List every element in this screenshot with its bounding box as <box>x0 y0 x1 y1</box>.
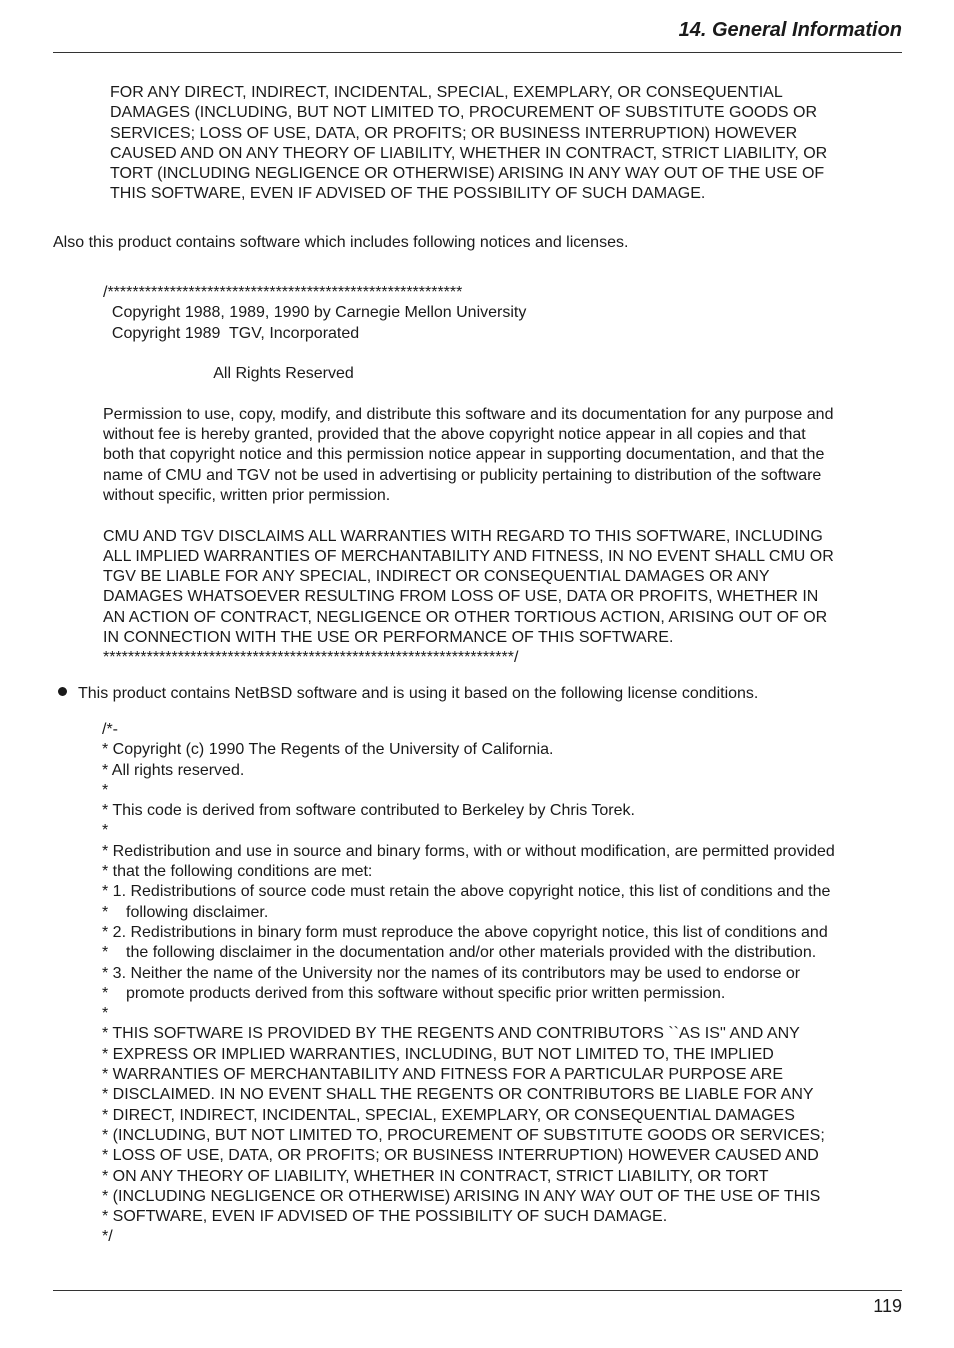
text-line: /********************************************************* <box>103 284 463 301</box>
text-line: DAMAGES (INCLUDING, BUT NOT LIMITED TO, PROCUREMENT OF SUBSTITUTE GOODS OR <box>110 104 818 122</box>
intro-paragraph: Also this product contains software which includes following notices and licenses. <box>53 234 629 251</box>
text-line: * (INCLUDING, BUT NOT LIMITED TO, PROCUREMENT OF SUBSTITUTE GOODS OR SERVICES; <box>102 1126 825 1144</box>
text-line: without specific, written prior permission. <box>103 486 391 504</box>
bullet-icon <box>58 687 67 696</box>
section-title: 14. General Information <box>678 19 902 41</box>
text-line: * SOFTWARE, EVEN IF ADVISED OF THE POSSIBILITY OF SUCH DAMAGE. <box>102 1208 668 1226</box>
cmu-license-block <box>103 283 834 669</box>
text-line: * <box>102 1005 109 1023</box>
text-line: * <box>102 781 109 799</box>
text-line: * Redistribution and use in source and binary forms, with or without modification, are permitted provided <box>102 842 835 860</box>
footer-divider <box>53 1290 902 1291</box>
text-line: */ <box>102 1228 113 1246</box>
text-line: ******************************************************************/ <box>103 649 519 667</box>
text-line: * ON ANY THEORY OF LIABILITY, WHETHER IN CONTRACT, STRICT LIABILITY, OR TORT <box>102 1167 769 1185</box>
text-line: * <box>102 822 109 840</box>
text-line: both that copyright notice and this permission notice appear in supporting documentation, and that the <box>103 446 825 464</box>
text-line: * following disclaimer. <box>102 903 269 921</box>
text-line: IN CONNECTION WITH THE USE OR PERFORMANCE OF THIS SOFTWARE. <box>103 629 674 647</box>
netbsd-bullet-text: This product contains NetBSD software and is using it based on the following license conditions. <box>78 685 759 702</box>
text-line: DAMAGES WHATSOEVER RESULTING FROM LOSS OF USE, DATA OR PROFITS, WHETHER IN <box>103 588 819 606</box>
text-line: * LOSS OF USE, DATA, OR PROFITS; OR BUSINESS INTERRUPTION) HOWEVER CAUSED AND <box>102 1147 819 1165</box>
text-line: * THIS SOFTWARE IS PROVIDED BY THE REGENTS AND CONTRIBUTORS ``AS IS'' AND ANY <box>102 1025 800 1043</box>
text-line: * All rights reserved. <box>102 761 245 779</box>
text-line: * DISCLAIMED. IN NO EVENT SHALL THE REGENTS OR CONTRIBUTORS BE LIABLE FOR ANY <box>102 1086 814 1104</box>
text-line: * 3. Neither the name of the University nor the names of its contributors may be used to endorse or <box>102 964 801 982</box>
text-line: name of CMU and TGV not be used in advertising or publicity pertaining to distribution of the software <box>103 466 822 484</box>
text-line <box>103 384 834 404</box>
text-line: TGV BE LIABLE FOR ANY SPECIAL, INDIRECT OR CONSEQUENTIAL DAMAGES OR ANY <box>103 568 770 586</box>
text-line: * that the following conditions are met: <box>102 863 373 881</box>
text-line: * 2. Redistributions in binary form must reproduce the above copyright notice, this list of conditions and <box>102 923 828 941</box>
text-line: * promote products derived from this software without specific prior written permission. <box>102 984 726 1002</box>
text-line: TORT (INCLUDING NEGLIGENCE OR OTHERWISE) ARISING IN ANY WAY OUT OF THE USE OF <box>110 165 825 183</box>
text-line: All Rights Reserved <box>103 365 354 383</box>
text-line: * the following disclaimer in the documentation and/or other materials provided with the distribution. <box>102 944 817 962</box>
text-line: * DIRECT, INDIRECT, INCIDENTAL, SPECIAL, EXEMPLARY, OR CONSEQUENTIAL DAMAGES <box>102 1106 795 1124</box>
text-line: * 1. Redistributions of source code must retain the above copyright notice, this list of conditions and the <box>102 883 831 901</box>
text-line: * WARRANTIES OF MERCHANTABILITY AND FITNESS FOR A PARTICULAR PURPOSE ARE <box>102 1066 784 1084</box>
text-line: Copyright 1989 TGV, Incorporated <box>103 324 360 342</box>
page-number: 119 <box>873 1296 902 1316</box>
text-line: SERVICES; LOSS OF USE, DATA, OR PROFITS; OR BUSINESS INTERRUPTION) HOWEVER <box>110 124 798 142</box>
text-line: * EXPRESS OR IMPLIED WARRANTIES, INCLUDING, BUT NOT LIMITED TO, THE IMPLIED <box>102 1045 774 1063</box>
text-line <box>103 344 834 364</box>
text-line <box>103 506 834 526</box>
text-line: FOR ANY DIRECT, INDIRECT, INCIDENTAL, SPECIAL, EXEMPLARY, OR CONSEQUENTIAL <box>110 84 783 101</box>
text-line: CAUSED AND ON ANY THEORY OF LIABILITY, WHETHER IN CONTRACT, STRICT LIABILITY, OR <box>110 144 828 162</box>
text-line: Copyright 1988, 1989, 1990 by Carnegie Mellon University <box>103 304 527 322</box>
text-line: CMU AND TGV DISCLAIMS ALL WARRANTIES WITH REGARD TO THIS SOFTWARE, INCLUDING <box>103 527 823 545</box>
header-divider <box>53 52 902 53</box>
text-line: Permission to use, copy, modify, and distribute this software and its documentation for any purpose and <box>103 405 834 423</box>
disclaimer-block <box>110 83 827 205</box>
text-line: * This code is derived from software contributed to Berkeley by Chris Torek. <box>102 802 635 820</box>
text-line: /*- <box>102 721 118 738</box>
text-line: without fee is hereby granted, provided that the above copyright notice appear in all copies and that <box>103 426 806 444</box>
text-line: ALL IMPLIED WARRANTIES OF MERCHANTABILITY AND FITNESS, IN NO EVENT SHALL CMU OR <box>103 547 834 565</box>
text-line: * (INCLUDING NEGLIGENCE OR OTHERWISE) ARISING IN ANY WAY OUT OF THE USE OF THIS <box>102 1187 821 1205</box>
text-line: THIS SOFTWARE, EVEN IF ADVISED OF THE POSSIBILITY OF SUCH DAMAGE. <box>110 185 706 203</box>
text-line: AN ACTION OF CONTRACT, NEGLIGENCE OR OTHER TORTIOUS ACTION, ARISING OUT OF OR <box>103 608 828 626</box>
netbsd-license-block <box>102 720 835 1248</box>
text-line: * Copyright (c) 1990 The Regents of the University of California. <box>102 741 554 759</box>
